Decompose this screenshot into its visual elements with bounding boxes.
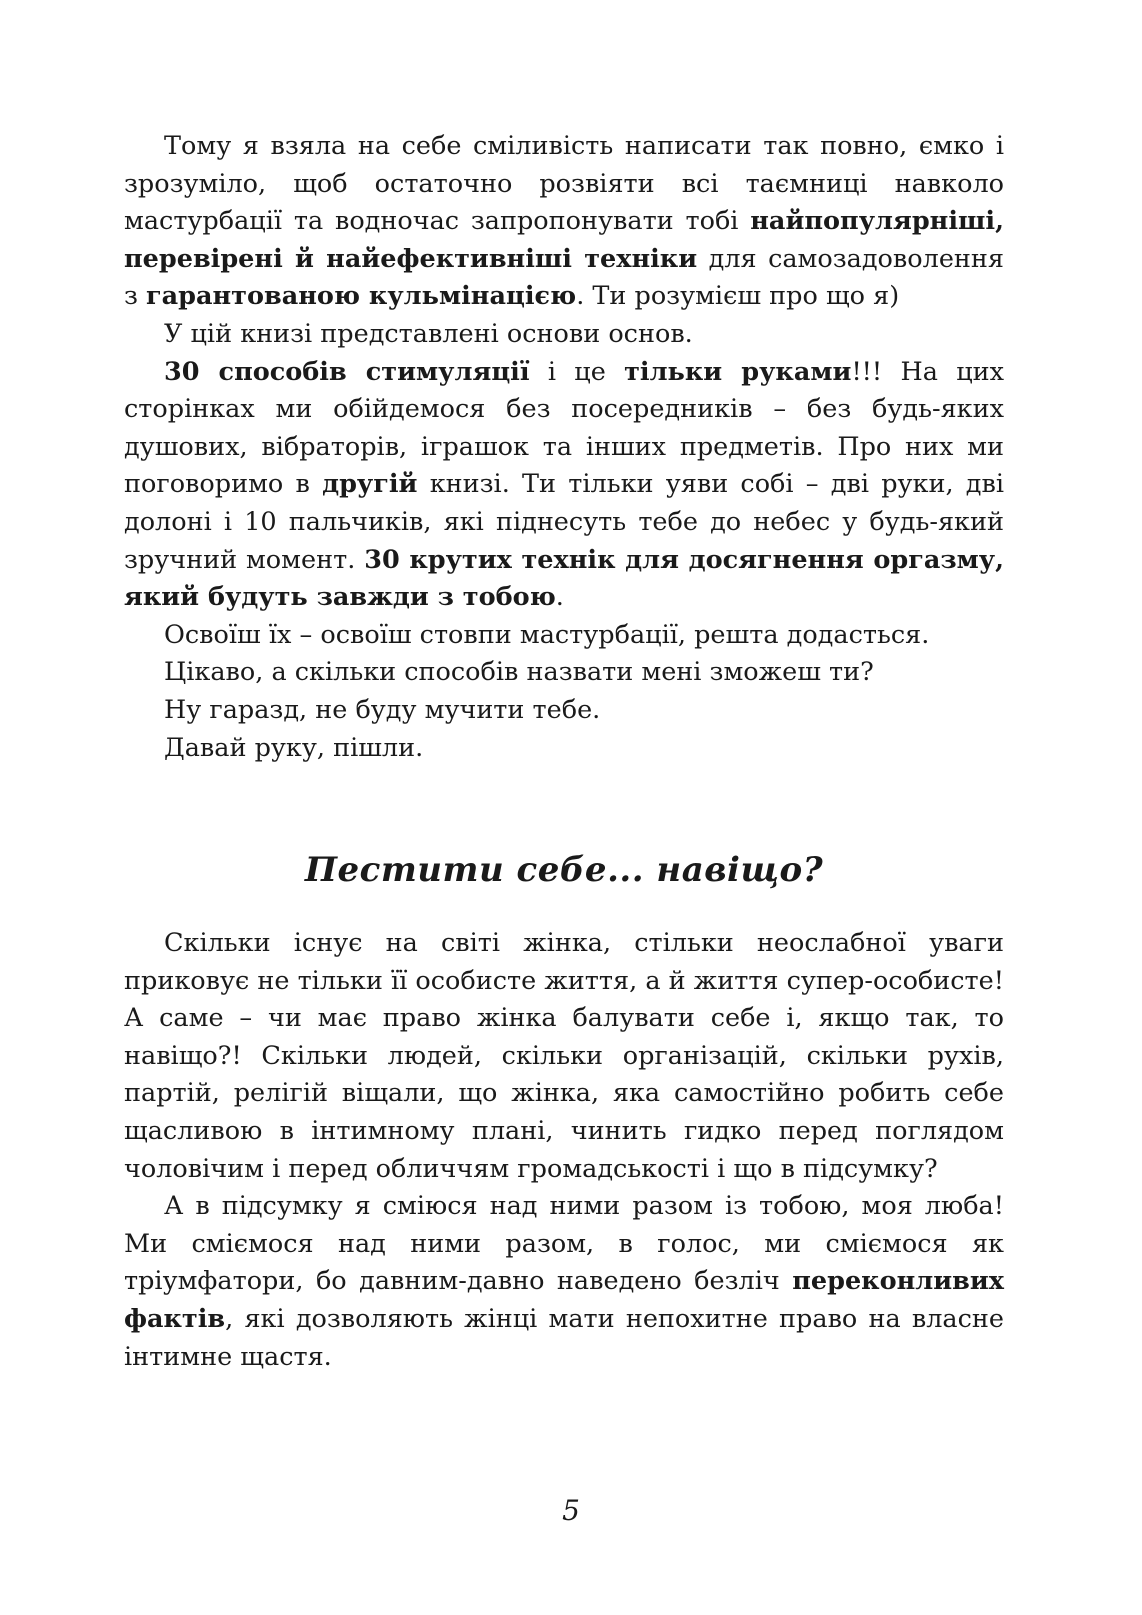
paragraph-4: Освоїш їх – освоїш стовпи мастурбації, решта додасться.	[164, 619, 930, 650]
paragraph-2: У цій книзі представлені основи основ.	[164, 318, 693, 349]
paragraph-6: Ну гаразд, не буду мучити тебе.	[164, 694, 601, 725]
text-run: для самозадоволення з	[124, 243, 1004, 312]
paragraph-1	[124, 128, 1004, 316]
section-heading: Пестити себе... навіщо?	[304, 850, 824, 890]
paragraph-9	[124, 1188, 1004, 1376]
text-run: .	[555, 582, 564, 613]
paragraph-3	[124, 354, 1004, 617]
text-run: !!! На цих сторінках ми обійдемося без посередників – без будь-яких душових, вібраторів, іграшок та інших предметів. Про них ми поговоримо в	[124, 356, 1005, 500]
page-number: 5	[562, 1494, 580, 1527]
bold-run: найпопулярніші, перевірені й найефективніші техніки	[124, 206, 1004, 274]
bold-run: тільки руками	[624, 356, 852, 387]
text-run: А в підсумку я сміюся над ними разом із тобою, моя люба! Ми сміємося над ними разом, в голос, ми сміємося як тріумфатори, бо давним-давно наведено безліч	[124, 1191, 1004, 1297]
text-run: , які дозволяють жінці мати непохитне право на власне інтимне щастя.	[124, 1303, 1004, 1372]
section-why	[124, 925, 1004, 1376]
paragraph-7: Давай руку, пішли.	[164, 732, 424, 763]
bold-run: 30 крутих технік для досягнення оргазму, який будуть завжди з тобою	[124, 544, 1004, 613]
section-heading-wrap	[124, 850, 1004, 890]
text-run: Тому я взяла на себе сміливість написати так повно, ємко і зрозуміло, щоб остаточно розвіяти всі таємниці навколо мастурбації та водночас запропонувати тобі	[124, 131, 1004, 237]
text-run: книзі. Ти тільки уяви собі – дві руки, дві долоні і 10 пальчиків, які піднесуть тебе до небес у будь-який зручний момент.	[124, 469, 1005, 575]
section-intro	[124, 128, 1004, 767]
text-run: і це	[529, 356, 625, 387]
paragraph-5: Цікаво, а скільки способів назвати мені зможеш ти?	[164, 657, 874, 688]
bold-run: гарантованою кульмінацією	[146, 281, 577, 312]
text-run: . Ти розумієш про що я)	[576, 281, 900, 312]
bold-run: другій	[322, 469, 418, 500]
bold-run: переконливих фактів	[124, 1266, 1004, 1334]
bold-run: 30 способів стимуляції	[164, 356, 530, 387]
paragraph-8: Скільки існує на світі жінка, стільки неослабної уваги приковує не тільки її особисте життя, а й життя супер-особисте! А саме – чи має право жінка балувати себе і, якщо так, то навіщо?! Скільки людей, скільки організацій, скільки рухів, партій, релігій віщали, що жінка, яка самостійно робить себе щасливою в інтимному плані, чинить гидко перед поглядом чоловічим і перед обличчям громадськості і що в підсумку?	[124, 928, 1004, 1184]
